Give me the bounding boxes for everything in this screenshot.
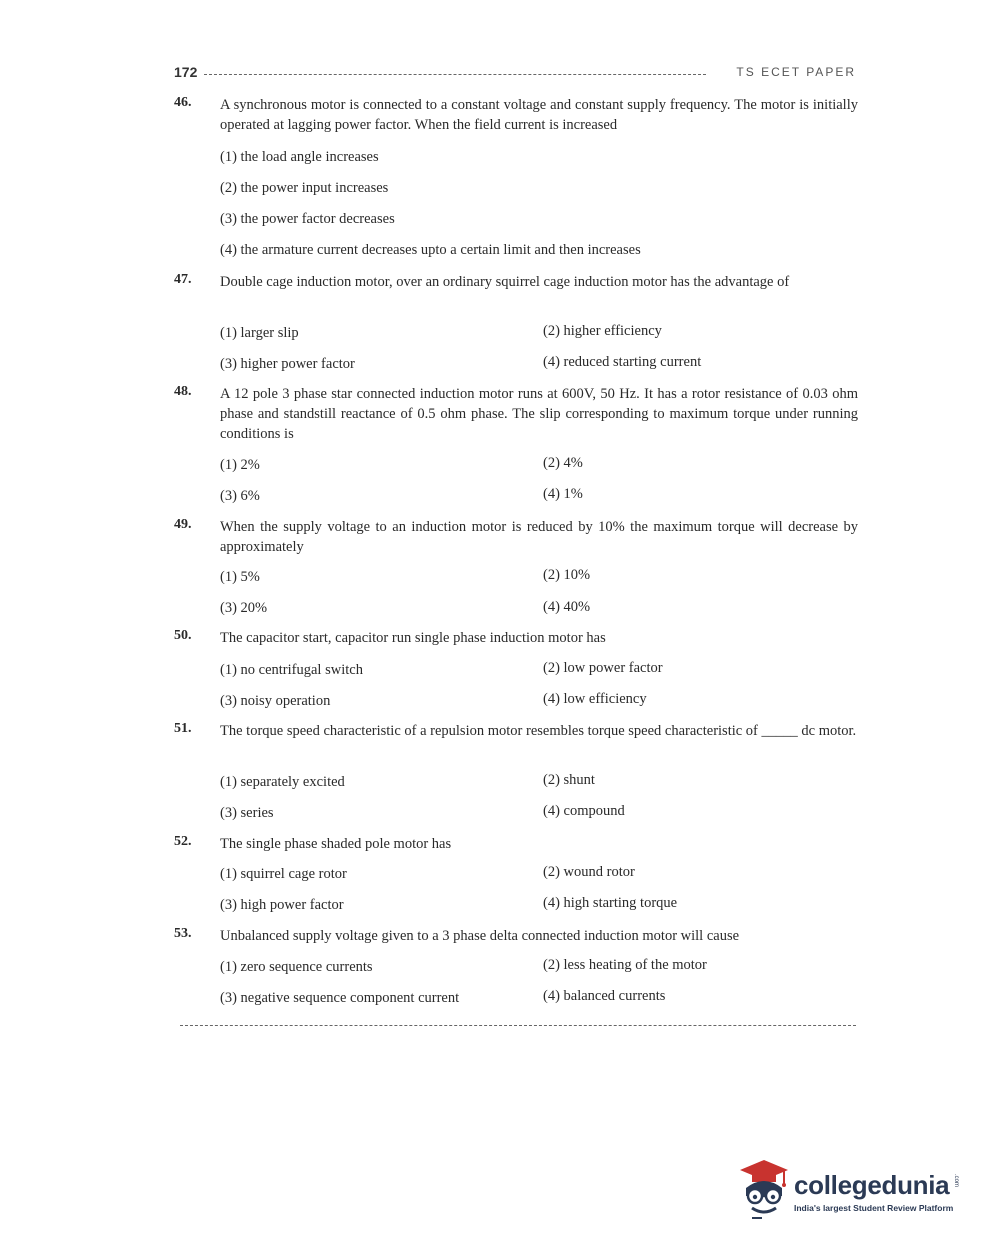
page-header xyxy=(174,64,856,84)
question-number: 50. xyxy=(174,628,192,643)
option: (2) less heating of the motor xyxy=(543,957,707,973)
question-text: When the supply voltage to an induction motor is reduced by 10% the maximum torque will decrease by approximately xyxy=(220,519,858,555)
header-rule xyxy=(204,74,706,75)
collegedunia-logo xyxy=(734,1152,964,1222)
question-48 xyxy=(174,384,858,444)
question-number: 53. xyxy=(174,926,192,941)
option: (1) larger slip xyxy=(220,325,299,341)
option: (1) 2% xyxy=(220,457,260,473)
option: (2) wound rotor xyxy=(543,864,635,880)
question-number: 49. xyxy=(174,517,192,532)
option: (4) balanced currents xyxy=(543,988,666,1004)
option: (2) 10% xyxy=(543,567,591,583)
question-46 xyxy=(174,95,858,135)
question-number: 52. xyxy=(174,834,192,849)
question-text: Double cage induction motor, over an ordinary squirrel cage induction motor has the advantage of xyxy=(220,274,790,290)
question-51 xyxy=(174,721,858,741)
option: (3) 20% xyxy=(220,600,268,616)
option: (3) noisy operation xyxy=(220,693,331,709)
question-number: 51. xyxy=(174,721,192,736)
option: (3) the power factor decreases xyxy=(220,211,395,227)
option: (1) squirrel cage rotor xyxy=(220,866,347,882)
question-text: The capacitor start, capacitor run single phase induction motor has xyxy=(220,630,606,646)
option: (4) 40% xyxy=(543,599,591,615)
option: (2) higher efficiency xyxy=(543,323,662,339)
graduate-mascot-icon xyxy=(734,1152,790,1222)
question-50 xyxy=(174,628,858,648)
question-52 xyxy=(174,834,858,854)
question-text: A synchronous motor is connected to a constant voltage and constant supply frequency. The motor is initially operated at lagging power factor. When the field current is increased xyxy=(220,97,858,133)
option: (4) high starting torque xyxy=(543,895,678,911)
page-number: 172 xyxy=(174,64,198,80)
question-number: 47. xyxy=(174,272,192,287)
brand-suffix: .com xyxy=(953,1174,959,1188)
option: (3) series xyxy=(220,805,274,821)
question-text: A 12 pole 3 phase star connected induction motor runs at 600V, 50 Hz. It has a rotor resistance of 0.03 ohm phase and standstill reactance of 0.5 ohm phase. The slip corresponding to maximum torque under running conditions is xyxy=(220,386,858,442)
question-number: 46. xyxy=(174,95,192,110)
question-47 xyxy=(174,272,858,292)
option: (2) shunt xyxy=(543,772,595,788)
option: (4) low efficiency xyxy=(543,691,647,707)
option: (1) the load angle increases xyxy=(220,149,379,165)
option: (3) high power factor xyxy=(220,897,344,913)
question-text: The torque speed characteristic of a repulsion motor resembles torque speed characteristic of _____ dc motor. xyxy=(220,723,857,739)
option: (3) 6% xyxy=(220,488,260,504)
option: (1) zero sequence currents xyxy=(220,959,373,975)
question-text: Unbalanced supply voltage given to a 3 phase delta connected induction motor will cause xyxy=(220,928,740,944)
option: (4) reduced starting current xyxy=(543,354,702,370)
option: (2) the power input increases xyxy=(220,180,389,196)
question-text: The single phase shaded pole motor has xyxy=(220,836,452,852)
option: (3) negative sequence component current xyxy=(220,990,460,1006)
bottom-rule xyxy=(180,1025,856,1026)
option: (4) the armature current decreases upto a certain limit and then increases xyxy=(220,242,641,258)
option: (4) compound xyxy=(543,803,625,819)
brand-name: collegedunia xyxy=(794,1170,950,1200)
option: (2) low power factor xyxy=(543,660,663,676)
option: (2) 4% xyxy=(543,455,583,471)
question-53 xyxy=(174,926,858,946)
question-number: 48. xyxy=(174,384,192,399)
option: (1) no centrifugal switch xyxy=(220,662,363,678)
option: (1) 5% xyxy=(220,569,260,585)
option: (3) higher power factor xyxy=(220,356,355,372)
running-title: TS ECET PAPER xyxy=(736,65,856,79)
question-49 xyxy=(174,517,858,557)
option: (4) 1% xyxy=(543,486,583,502)
option: (1) separately excited xyxy=(220,774,345,790)
brand-tagline: India's largest Student Review Platform xyxy=(794,1203,954,1213)
